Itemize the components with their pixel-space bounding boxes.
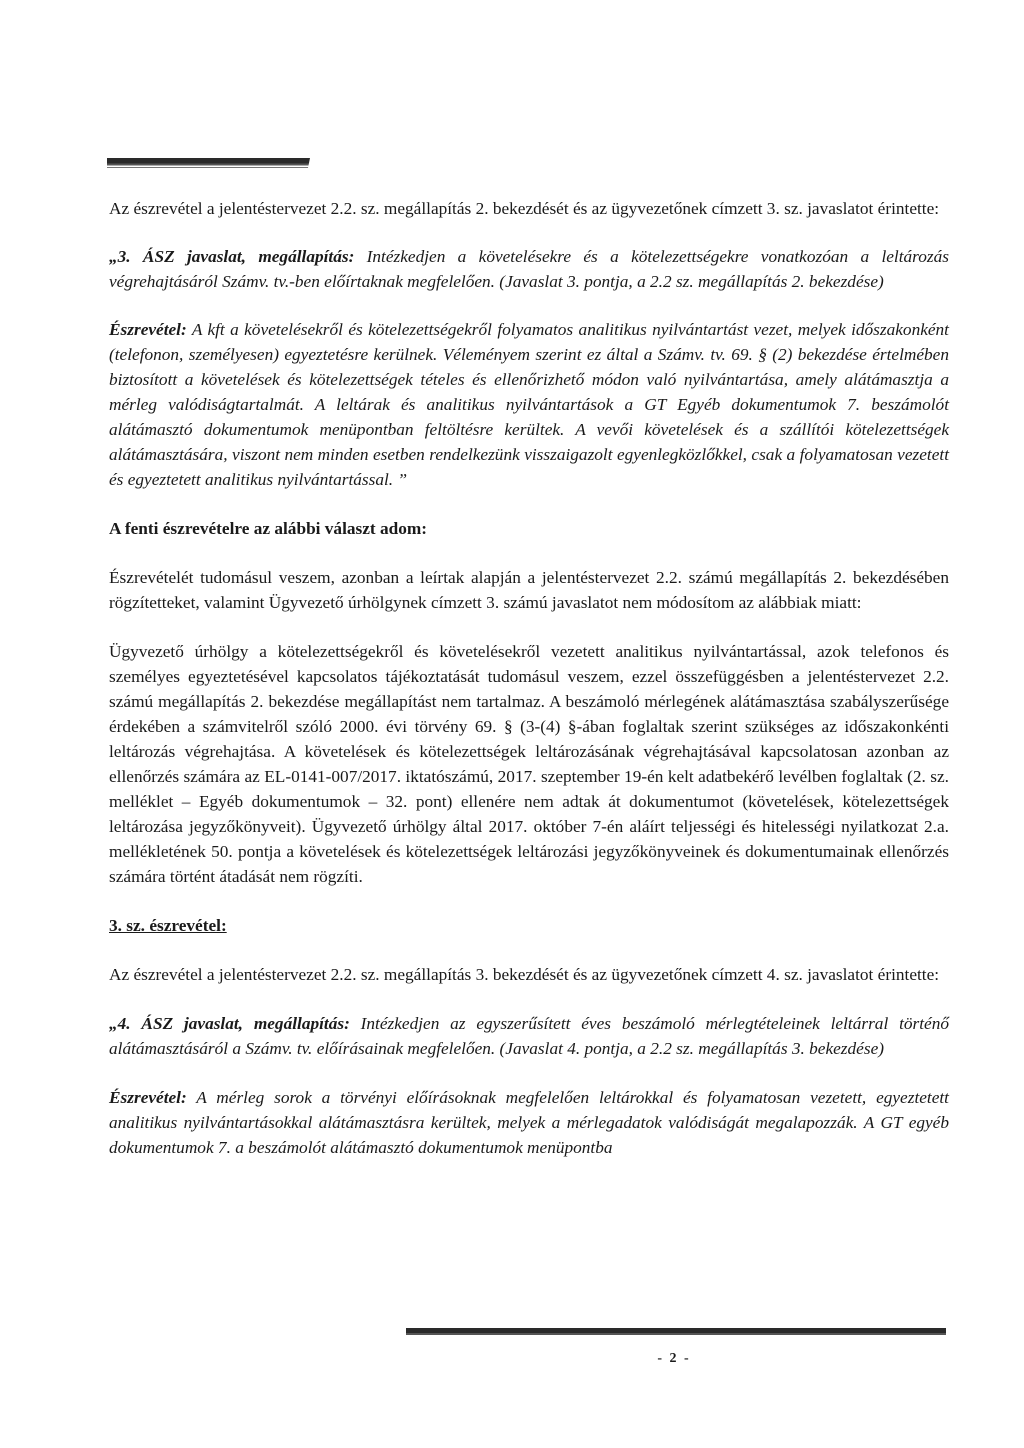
page-number: - 2 - bbox=[657, 1351, 691, 1366]
remark-lead: Észrevétel: bbox=[109, 320, 187, 339]
section-heading-remark-3: 3. sz. észrevétel: bbox=[109, 916, 227, 935]
remark-block-3 bbox=[109, 1085, 949, 1160]
response-paragraph-1: Észrevételét tudomásul veszem, azonban a leírtak alapján a jelentéstervezet 2.2. számú megállapítás 2. bekezdésében rögzítetteket, valamint Ügyvezető úrhölgynek címzett 3. számú javaslatot nem módosítom az alábbiak miatt: bbox=[109, 568, 949, 612]
remark-block-2 bbox=[109, 317, 949, 492]
footer-rule bbox=[406, 1328, 946, 1337]
remark-text: A mérleg sorok a törvényi előírásoknak megfelelően leltárokkal és folyamatosan vezetett, egyeztetett analitikus nyilvántartásokkal alátámasztásra kerültek, melyek a mérlegadatok valódiságát megalapozzák. A GT egyéb dokumentumok 7. a beszámolót alátámasztó dokumentumok menüpontba bbox=[109, 1088, 949, 1157]
quote-lead: „4. ÁSZ javaslat, megállapítás: bbox=[109, 1014, 350, 1033]
quote-text: Intézkedjen az egyszerűsített éves beszámoló mérlegtételeinek leltárral történő alátámasztásáról a Számv. tv. előírásainak megfelelően. (Javaslat 4. pontja, a 2.2 sz. megállapítás 3. bekezdése) bbox=[109, 1014, 949, 1058]
paragraph-intro-2: Az észrevétel a jelentéstervezet 2.2. sz. megállapítás 2. bekezdését és az ügyvezetőnek címzett 3. sz. javaslatot érintette: bbox=[109, 199, 940, 218]
paragraph-intro-3: Az észrevétel a jelentéstervezet 2.2. sz. megállapítás 3. bekezdését és az ügyvezetőnek címzett 4. sz. javaslatot érintette: bbox=[109, 965, 940, 984]
quote-lead: „3. ÁSZ javaslat, megállapítás: bbox=[109, 247, 355, 266]
remark-lead: Észrevétel: bbox=[109, 1088, 187, 1107]
header-rule bbox=[107, 158, 310, 168]
quote-asz-recommendation-3 bbox=[109, 244, 949, 294]
quote-asz-recommendation-4 bbox=[109, 1011, 949, 1061]
remark-text: A kft a követelésekről és kötelezettségekről folyamatos analitikus nyilvántartást vezet, melyek időszakonként (telefonon, személyesen) egyeztetésre kerülnek. Véleményem szerint ez által a Számv. tv. 69. § (2) bekezdése értelmében biztosított a követelések és kötelezettségek tételes és ellenőrizhető módon való nyilvántartása, amely alátámasztja a mérleg valódiságtartalmát. A leltárak és analitikus nyilvántartások a GT Egyéb dokumentumok 7. beszámolót alátámasztó dokumentumok menüpontban feltöltésre kerültek. A vevői követelések és a szállítói kötelezettségek alátámasztására, viszont nem minden esetben rendelkezünk visszaigazolt egyenlegközlőkkel, csak a folyamatosan vezetett és egyeztetett analitikus nyilvántartással. ” bbox=[109, 320, 949, 489]
response-heading: A fenti észrevételre az alábbi választ adom: bbox=[109, 519, 428, 538]
quote-text: Intézkedjen a követelésekre és a kötelezettségekre vonatkozóan a leltározás végrehajtásáról Számv. tv.-ben előírtaknak megfelelően. (Javaslat 3. pontja, a 2.2 sz. megállapítás 2. bekezdése) bbox=[109, 247, 949, 291]
document-body bbox=[109, 196, 949, 1160]
response-paragraph-2: Ügyvezető úrhölgy a kötelezettségekről és követelésekről vezetett analitikus nyilvántartással, azok telefonos és személyes egyeztetésével kapcsolatos tájékoztatását tudomásul veszem, ezzel összefüggésben a jelentéstervezet 2.2. számú megállapítás 2. bekezdése megállapítást nem tartalmaz. A beszámoló mérlegének alátámasztása szabályszerűsége érdekében a számvitelről szóló 2000. évi törvény 69. § (3-(4) §-ában foglaltak szerint szükséges az időszakonkénti leltározás végrehajtása. A követelések és kötelezettségek leltározásának végrehajtásával kapcsolatosan azonban az ellenőrzés számára az EL-0141-007/2017. iktatószámú, 2017. szeptember 19-én kelt adatbekérő levélben foglaltak (2. sz. melléklet – Egyéb dokumentumok – 32. pont) ellenére nem adtak át dokumentumot (követelések, kötelezettségek leltározása jegyzőkönyveit). Ügyvezető úrhölgy által 2017. október 7-én aláírt teljességi és hitelességi nyilatkozat 2.a. mellékletének 50. pontja a követelések és kötelezettségek leltározási jegyzőkönyveinek és dokumentumainak ellenőrzés számára történt átadását nem rögzíti. bbox=[109, 642, 949, 886]
